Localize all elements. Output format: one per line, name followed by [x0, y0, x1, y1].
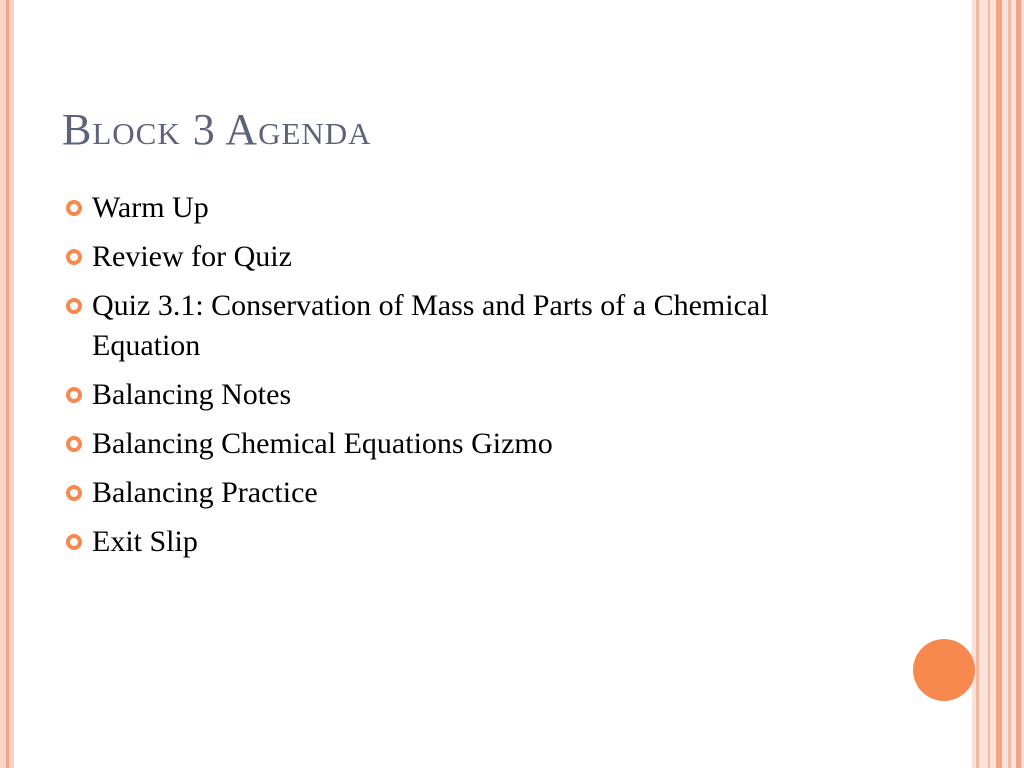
agenda-item — [62, 424, 842, 464]
slide-title: Block 3 Agenda — [62, 105, 372, 154]
bullet-icon — [65, 199, 83, 217]
bullet-icon — [65, 435, 83, 453]
agenda-item — [62, 375, 842, 415]
bullet-icon — [65, 248, 83, 266]
accent-circle-decoration — [913, 639, 975, 701]
bullet-icon — [65, 533, 83, 551]
bullet-icon — [65, 297, 83, 315]
agenda-item — [62, 237, 842, 277]
agenda-item — [62, 286, 842, 366]
agenda-item — [62, 188, 842, 228]
right-border-decoration — [972, 0, 1024, 768]
agenda-list — [62, 188, 842, 571]
agenda-item-text: Balancing Notes — [92, 378, 292, 411]
agenda-item-text: Review for Quiz — [92, 240, 292, 273]
agenda-item-text: Balancing Practice — [92, 476, 318, 509]
agenda-item-text: Exit Slip — [92, 525, 198, 558]
bullet-icon — [65, 484, 83, 502]
agenda-item — [62, 473, 842, 513]
agenda-item — [62, 522, 842, 562]
bullet-icon — [65, 386, 83, 404]
agenda-item-text: Warm Up — [92, 191, 209, 224]
agenda-item-text: Quiz 3.1: Conservation of Mass and Parts of a Chemical Equation — [92, 289, 769, 362]
agenda-item-text: Balancing Chemical Equations Gizmo — [92, 427, 553, 460]
left-border-decoration — [0, 0, 14, 768]
